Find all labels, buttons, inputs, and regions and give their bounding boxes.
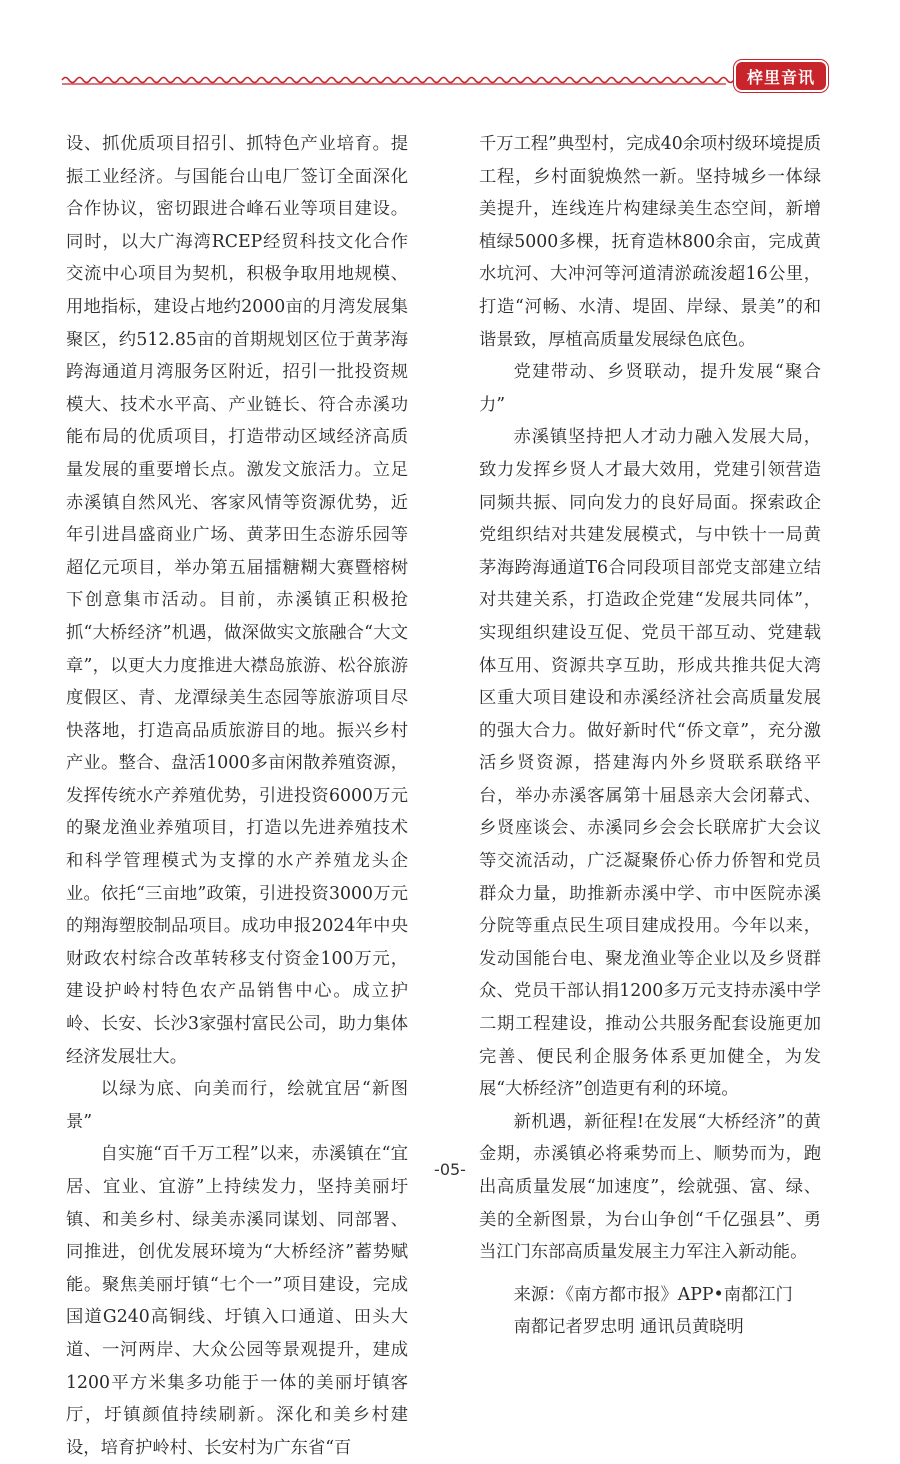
source-credit: 来源：《南方都市报》APP•南都江门: [513, 1284, 793, 1305]
section-heading: 党建带动、乡贤联动，提升发展“聚合力”: [479, 362, 821, 415]
section-badge: 梓里音讯: [736, 62, 826, 90]
reporter-credit: 南都记者罗忠明 通讯员黄晓明: [513, 1317, 744, 1338]
wave-ornament: [0, 0, 900, 110]
left-column: [66, 128, 408, 1464]
page-number: -05-: [434, 1160, 466, 1179]
paragraph: 设、抓优质项目招引、抓特色产业培育。提振工业经济。与国能台山电厂签订全面深化合作协议，密切跟进合峰石业等项目建设。同时，以大广海湾RCEP经贸科技文化合作交流中心项目为契机，积极争取用地规模、用地指标，建设占地约2000亩的月湾发展集聚区，约512.85亩的首期规划区位于黄茅海跨海通道月湾服务区附近，招引一批投资规模大、技术水平高、产业链长、符合赤溪功能布局的优质项目，打造带动区域经济高质量发展的重要增长点。激发文旅活力。立足赤溪镇自然风光、客家风情等资源优势，近年引进昌盛商业广场、黄茅田生态游乐园等超亿元项目，举办第五届擂糖糊大赛暨榕树下创意集市活动。目前，赤溪镇正积极抢抓“大桥经济”机遇，做深做实文旅融合“大文章”，以更大力度推进大襟岛旅游、松谷旅游度假区、青、龙潭绿美生态园等旅游项目尽快落地，打造高品质旅游目的地。振兴乡村产业。整合、盘活1000多亩闲散养殖资源，发挥传统水产养殖优势，引进投资6000万元的聚龙渔业养殖项目，打造以先进养殖技术和科学管理模式为支撑的水产养殖龙头企业。依托“三亩地”政策，引进投资3000万元的翔海塑胶制品项目。成功申报2024年中央财政农村综合改革转移支付资金100万元，建设护岭村特色农产品销售中心。成立护岭、长安、长沙3家强村富民公司，助力集体经济发展壮大。: [66, 134, 408, 1067]
page-header: [0, 0, 900, 110]
paragraph: 新机遇，新征程!在发展“大桥经济”的黄金期，赤溪镇必将乘势而上、顺势而为，跑出高质量发展“加速度”，绘就强、富、绿、美的全新图景，为台山争创“千亿强县”、勇当江门东部高质量发展主力军注入新动能。: [479, 1111, 821, 1263]
paragraph: 千万工程”典型村，完成40余项村级环境提质工程，乡村面貌焕然一新。坚持城乡一体绿美提升，连线连片构建绿美生态空间，新增植绿5000多棵，抚育造林800余亩，完成黄水坑河、大冲河等河道清淤疏浚超16公里，打造“河畅、水清、堤固、岸绿、景美”的和谐景致，厚植高质量发展绿色底色。: [479, 134, 821, 350]
paragraph: 自实施“百千万工程”以来，赤溪镇在“宜居、宜业、宜游”上持续发力，坚持美丽圩镇、和美乡村、绿美赤溪同谋划、同部署、同推进，创优发展环境为“大桥经济”蓄势赋能。聚焦美丽圩镇“七个一”项目建设，完成国道G240高铜线、圩镇入口通道、田头大道、一河两岸、大众公园等景观提升，建成1200平方米集多功能于一体的美丽圩镇客厅，圩镇颜值持续刷新。深化和美乡村建设，培育护岭村、长安村为广东省“百: [66, 1144, 408, 1458]
section-heading: 以绿为底、向美而行，绘就宜居“新图景”: [66, 1079, 408, 1132]
paragraph: 赤溪镇坚持把人才动力融入发展大局，致力发挥乡贤人才最大效用，党建引领营造同频共振、同向发力的良好局面。探索政企党组织结对共建发展模式，与中铁十一局黄茅海跨海通道T6合同段项目部党支部建立结对共建关系，打造政企党建“发展共同体”，实现组织建设互促、党员干部互动、党建载体互用、资源共享互助，形成共推共促大湾区重大项目建设和赤溪经济社会高质量发展的强大合力。做好新时代“侨文章”，充分激活乡贤资源，搭建海内外乡贤联系联络平台，举办赤溪客属第十届恳亲大会闭幕式、乡贤座谈会、赤溪同乡会会长联席扩大会议等交流活动，广泛凝聚侨心侨力侨智和党员群众力量，助推新赤溪中学、市中医院赤溪分院等重点民生项目建成投用。今年以来，发动国能台电、聚龙渔业等企业以及乡贤群众、党员干部认捐1200多万元支持赤溪中学二期工程建设，推动公共服务配套设施更加完善、便民利企服务体系更加健全，为发展“大桥经济”创造更有利的环境。: [479, 427, 821, 1100]
